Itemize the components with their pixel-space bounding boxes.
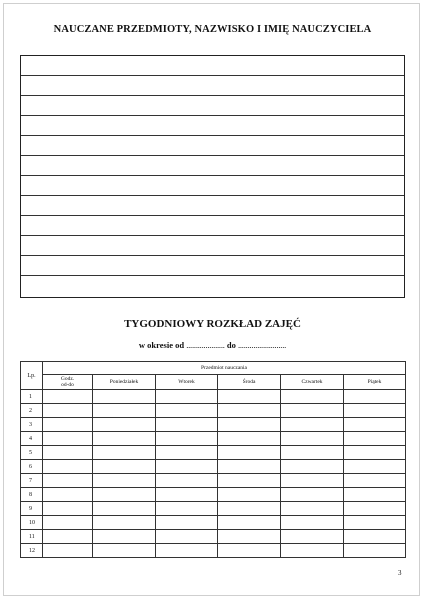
schedule-cell[interactable] [156,488,218,502]
teacher-entry-line[interactable] [21,136,404,156]
row-number: 7 [21,474,43,488]
schedule-cell[interactable] [93,418,156,432]
subject-group-header: Przedmiot nauczania [43,362,406,375]
schedule-cell[interactable] [156,390,218,404]
schedule-cell[interactable] [156,502,218,516]
schedule-row [21,530,406,544]
hours-column-header: Godz. od-do [43,375,93,390]
teacher-entry-line[interactable] [21,216,404,236]
schedule-table [20,361,406,558]
schedule-cell[interactable] [156,432,218,446]
schedule-cell[interactable] [344,390,406,404]
schedule-cell[interactable] [156,544,218,558]
schedule-cell[interactable] [344,404,406,418]
row-number: 5 [21,446,43,460]
schedule-cell[interactable] [344,502,406,516]
schedule-row [21,418,406,432]
schedule-cell[interactable] [281,516,344,530]
row-number: 10 [21,516,43,530]
row-number: 8 [21,488,43,502]
row-number: 2 [21,404,43,418]
schedule-cell[interactable] [156,446,218,460]
teacher-entry-line[interactable] [21,116,404,136]
schedule-cell[interactable] [344,516,406,530]
row-number: 6 [21,460,43,474]
schedule-cell[interactable] [218,404,281,418]
schedule-row [21,474,406,488]
schedule-cell[interactable] [93,460,156,474]
schedule-cell[interactable] [281,502,344,516]
schedule-cell[interactable] [156,460,218,474]
hours-cell[interactable] [43,404,93,418]
hours-cell[interactable] [43,418,93,432]
schedule-cell[interactable] [344,460,406,474]
schedule-cell[interactable] [281,488,344,502]
teacher-entry-line[interactable] [21,156,404,176]
schedule-cell[interactable] [156,404,218,418]
row-number: 9 [21,502,43,516]
schedule-cell[interactable] [156,530,218,544]
row-number: 3 [21,418,43,432]
schedule-cell[interactable] [344,432,406,446]
hours-cell[interactable] [43,502,93,516]
schedule-cell[interactable] [281,446,344,460]
day-column-header: Czwartek [281,375,344,390]
schedule-row [21,404,406,418]
schedule-cell[interactable] [281,544,344,558]
teacher-entry-line[interactable] [21,96,404,116]
schedule-cell[interactable] [281,404,344,418]
schedule-cell[interactable] [93,390,156,404]
schedule-title: TYGODNIOWY ROZKŁAD ZAJĘĆ [124,318,301,330]
schedule-cell[interactable] [344,530,406,544]
schedule-cell[interactable] [156,418,218,432]
teachers-entry-box [20,55,405,298]
schedule-cell[interactable] [344,488,406,502]
schedule-row [21,390,406,404]
schedule-cell[interactable] [156,474,218,488]
schedule-row [21,488,406,502]
schedule-cell[interactable] [281,460,344,474]
period-middle: do [226,340,236,350]
day-column-header: Środa [218,375,281,390]
schedule-row [21,446,406,460]
schedule-cell[interactable] [281,418,344,432]
schedule-cell[interactable] [93,474,156,488]
schedule-cell[interactable] [344,446,406,460]
hours-cell[interactable] [43,544,93,558]
schedule-cell[interactable] [93,516,156,530]
period-prefix: w okresie od [138,340,185,350]
row-number: 11 [21,530,43,544]
schedule-cell[interactable] [218,530,281,544]
teacher-entry-line[interactable] [21,56,404,76]
hours-cell[interactable] [43,516,93,530]
schedule-row [21,544,406,558]
day-column-header: Poniedziałek [93,375,156,390]
teacher-entry-line[interactable] [21,276,404,296]
teacher-entry-line[interactable] [21,196,404,216]
schedule-cell[interactable] [218,418,281,432]
hours-cell[interactable] [43,460,93,474]
schedule-cell[interactable] [218,474,281,488]
schedule-cell[interactable] [344,418,406,432]
teachers-section-title: NAUCZANE PRZEDMIOTY, NAZWISKO I IMIĘ NAUCZYCIELA [53,24,372,35]
schedule-cell[interactable] [281,432,344,446]
teacher-entry-line[interactable] [21,76,404,96]
schedule-row [21,516,406,530]
period-to-field[interactable]: ......................... [237,340,287,350]
schedule-cell[interactable] [218,544,281,558]
schedule-cell[interactable] [93,488,156,502]
row-number: 12 [21,544,43,558]
hours-cell[interactable] [43,390,93,404]
day-column-header: Piątek [344,375,406,390]
schedule-cell[interactable] [93,446,156,460]
schedule-body [21,390,406,558]
page-number: 3 [398,569,402,577]
lp-header: Lp. [21,362,43,390]
period-line [0,340,425,350]
hours-cell[interactable] [43,474,93,488]
schedule-cell[interactable] [218,488,281,502]
schedule-cell[interactable] [218,446,281,460]
teacher-entry-line[interactable] [21,176,404,196]
schedule-cell[interactable] [156,516,218,530]
hours-cell[interactable] [43,446,93,460]
period-from-field[interactable]: .................... [186,340,225,350]
schedule-cell[interactable] [93,432,156,446]
schedule-cell[interactable] [93,544,156,558]
row-number: 4 [21,432,43,446]
hours-cell[interactable] [43,432,93,446]
schedule-cell[interactable] [281,390,344,404]
schedule-cell[interactable] [218,516,281,530]
schedule-row [21,460,406,474]
schedule-row [21,432,406,446]
hours-cell[interactable] [43,530,93,544]
schedule-row [21,502,406,516]
schedule-cell[interactable] [93,502,156,516]
schedule-cell[interactable] [218,390,281,404]
schedule-cell[interactable] [93,404,156,418]
schedule-cell[interactable] [344,544,406,558]
schedule-cell[interactable] [93,530,156,544]
day-column-header: Wtorek [156,375,218,390]
hours-cell[interactable] [43,488,93,502]
teacher-entry-line[interactable] [21,256,404,276]
schedule-cell[interactable] [344,474,406,488]
schedule-cell[interactable] [218,460,281,474]
teacher-entry-line[interactable] [21,236,404,256]
schedule-cell[interactable] [281,530,344,544]
schedule-cell[interactable] [218,432,281,446]
schedule-cell[interactable] [218,502,281,516]
schedule-cell[interactable] [281,474,344,488]
column-header-row [21,375,406,390]
row-number: 1 [21,390,43,404]
